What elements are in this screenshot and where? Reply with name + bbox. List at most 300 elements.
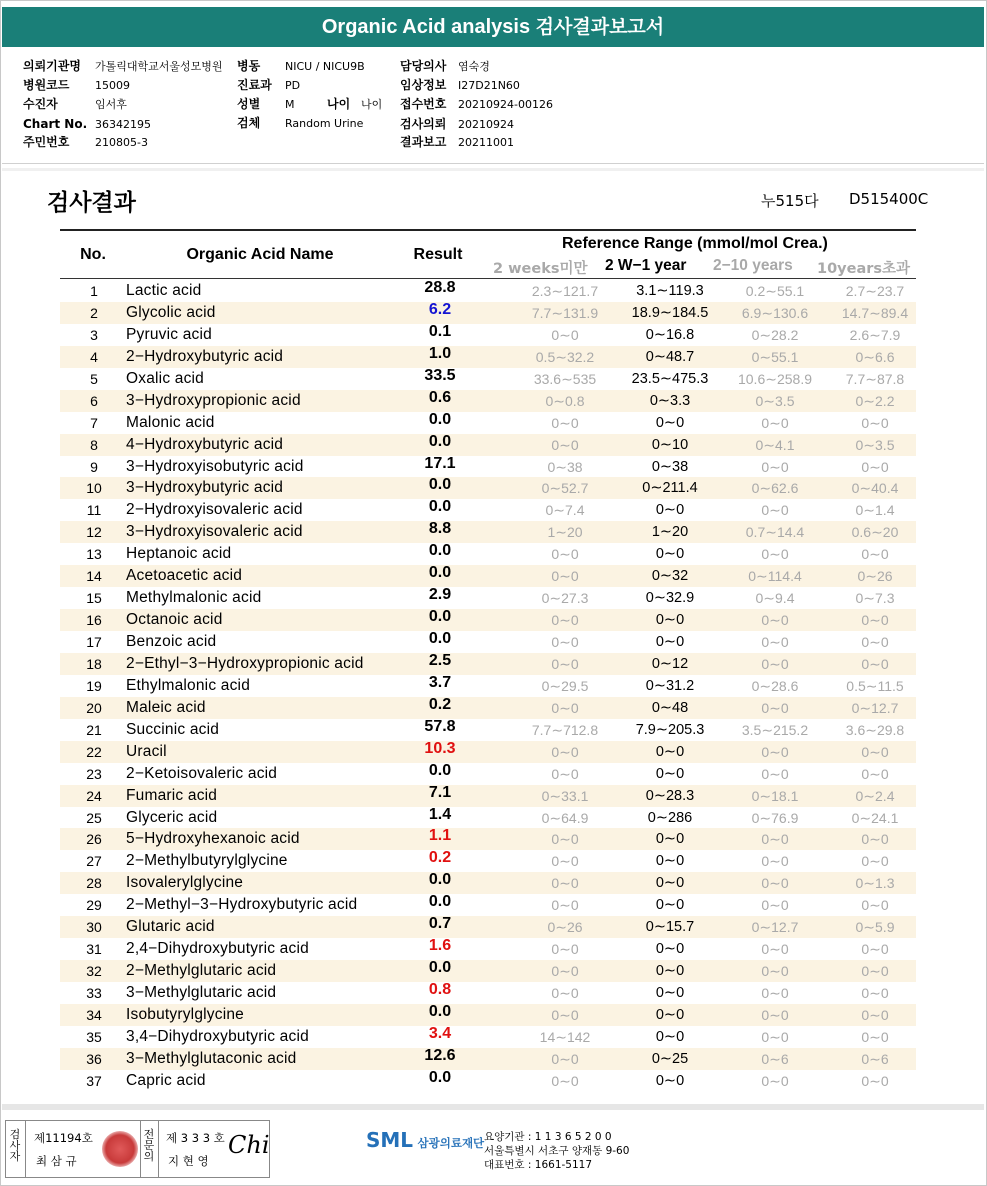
- row-ref-2-10y: 0∼0: [761, 963, 789, 980]
- row-ref-2w-1y: 18.9∼184.5: [631, 304, 709, 321]
- footer-divider: [2, 1104, 984, 1110]
- row-ref-2weeks: 0∼0: [551, 963, 579, 980]
- row-acid-name: 2,4−Dihydroxybutyric acid: [126, 940, 309, 958]
- row-ref-2weeks: 0∼0: [551, 568, 579, 585]
- row-acid-name: 2−Ethyl−3−Hydroxypropionic acid: [126, 654, 364, 672]
- header-value: 20211001: [458, 136, 514, 149]
- row-no: 1: [90, 283, 98, 299]
- table-top-rule: [60, 229, 916, 231]
- row-acid-name: 4−Hydroxybutyric acid: [126, 435, 284, 453]
- specialist-label-text: 전 문 의: [143, 1128, 155, 1163]
- row-result: 3.4: [428, 1024, 452, 1042]
- row-ref-2w-1y: 0∼15.7: [645, 919, 695, 936]
- header-row: [237, 76, 397, 95]
- row-result: 0.0: [428, 564, 452, 582]
- row-acid-name: 2−Methyl−3−Hydroxybutyric acid: [126, 896, 358, 914]
- row-no: 7: [90, 414, 98, 431]
- row-ref-10y: 3.6∼29.8: [845, 721, 905, 738]
- row-ref-2-10y: 0∼12.7: [751, 919, 799, 936]
- row-acid-name: Ethylmalonic acid: [126, 676, 251, 694]
- header-row: [237, 57, 397, 76]
- row-ref-2w-1y: 0∼16.8: [645, 326, 695, 343]
- row-no: 18: [86, 655, 102, 672]
- row-ref-10y: 0∼0: [861, 831, 889, 848]
- header-row: [400, 133, 600, 152]
- header-row: [23, 133, 223, 152]
- row-result: 10.3: [424, 739, 456, 757]
- test-code-kr: 누515다: [761, 192, 819, 210]
- row-no: 28: [86, 875, 102, 892]
- row-ref-10y: 0∼0: [861, 655, 889, 672]
- inspector-label: [8, 1129, 22, 1162]
- row-ref-2weeks: 0∼0: [551, 1006, 579, 1023]
- row-no: 26: [86, 831, 102, 848]
- row-ref-2-10y: 0∼114.4: [748, 568, 802, 585]
- row-ref-2weeks: 0∼29.5: [541, 677, 589, 694]
- row-no: 34: [86, 1006, 102, 1023]
- row-result: 3.7: [428, 673, 452, 691]
- row-result: 0.2: [428, 695, 452, 713]
- header-label: 주민번호: [23, 135, 70, 149]
- row-result: 0.0: [428, 498, 452, 516]
- row-result: 7.1: [428, 783, 452, 801]
- row-ref-2weeks: 0∼64.9: [541, 809, 589, 826]
- row-no: 3: [90, 326, 98, 343]
- row-ref-2-10y: 0∼0: [761, 897, 789, 914]
- row-result: 0.1: [428, 322, 452, 340]
- row-ref-10y: 0∼0: [861, 941, 889, 958]
- header-row: [400, 76, 600, 95]
- header-row: [400, 57, 600, 76]
- row-ref-2-10y: 0∼55.1: [751, 348, 799, 365]
- row-no: 6: [90, 392, 98, 409]
- row-no: 17: [86, 634, 102, 650]
- row-result: 0.0: [428, 410, 452, 428]
- row-ref-10y: 0∼1.4: [855, 502, 895, 519]
- row-acid-name: 2−Methylbutyrylglycine: [126, 852, 288, 870]
- row-ref-2weeks: 0∼0: [551, 634, 579, 650]
- row-acid-name: Isobutyrylglycine: [126, 1005, 244, 1023]
- table-row: [60, 1070, 916, 1092]
- report-title-en: Organic Acid analysis: [321, 16, 531, 38]
- logo-mark: SML: [366, 1128, 414, 1152]
- row-ref-2-10y: 0.2∼55.1: [745, 283, 805, 299]
- row-no: 31: [86, 941, 102, 958]
- row-ref-2w-1y: 0∼0: [655, 743, 685, 760]
- row-no: 5: [90, 370, 98, 387]
- row-ref-2w-1y: 0∼0: [655, 1072, 685, 1089]
- header-label: 의뢰기관명: [23, 59, 81, 73]
- row-no: 22: [86, 743, 102, 760]
- lab-logo: [366, 1128, 484, 1152]
- row-ref-2w-1y: 0∼286: [647, 809, 693, 826]
- signature-box: [5, 1120, 270, 1178]
- row-ref-2w-1y: 0∼0: [655, 897, 685, 914]
- row-result: 2.5: [428, 651, 452, 669]
- row-ref-2-10y: 0∼4.1: [755, 436, 795, 453]
- row-ref-2weeks: 0∼33.1: [541, 787, 589, 804]
- row-ref-2w-1y: 0∼3.3: [649, 392, 691, 409]
- row-ref-2-10y: 0∼0: [761, 634, 789, 650]
- row-no: 11: [86, 502, 102, 519]
- header-row: [23, 76, 223, 95]
- row-ref-2weeks: 0∼0: [551, 897, 579, 914]
- row-ref-2weeks: 0∼0.8: [545, 392, 585, 409]
- row-ref-2-10y: 10.6∼258.9: [737, 370, 812, 387]
- row-ref-2weeks: 7.7∼712.8: [531, 721, 599, 738]
- row-ref-10y: 0∼0: [861, 1028, 889, 1045]
- lab-contact: [484, 1130, 629, 1172]
- row-no: 23: [86, 765, 102, 782]
- row-no: 21: [86, 721, 102, 738]
- row-no: 20: [86, 699, 102, 716]
- header-row: [400, 95, 600, 114]
- row-acid-name: Oxalic acid: [126, 369, 205, 387]
- header-divider: [2, 163, 984, 164]
- row-acid-name: Glutaric acid: [126, 918, 215, 936]
- row-acid-name: 2−Hydroxybutyric acid: [126, 347, 284, 365]
- row-result: 17.1: [424, 454, 456, 472]
- row-acid-name: 3,4−Dihydroxybutyric acid: [126, 1027, 309, 1045]
- row-ref-2w-1y: 0∼0: [655, 1006, 685, 1023]
- row-ref-2-10y: 0∼9.4: [755, 590, 795, 607]
- row-ref-10y: 0∼2.4: [855, 787, 895, 804]
- age-label: 나이: [327, 97, 351, 111]
- row-acid-name: Lactic acid: [126, 282, 202, 299]
- row-ref-10y: 2.6∼7.9: [849, 326, 901, 343]
- test-code: D515400C: [849, 190, 929, 208]
- report-title: [2, 7, 984, 47]
- header-row: [400, 115, 600, 134]
- row-no: 14: [86, 568, 102, 585]
- header-label: 검체: [237, 116, 261, 130]
- inspector-name: 최 삼 규: [36, 1154, 77, 1168]
- row-ref-2weeks: 0∼0: [551, 1050, 579, 1067]
- doctor-signature: Chi: [228, 1131, 270, 1159]
- inspector-label-text: 검 사 자: [9, 1128, 21, 1163]
- row-ref-2w-1y: 1∼20: [651, 524, 689, 541]
- row-ref-2weeks: 33.6∼535: [533, 370, 597, 387]
- row-acid-name: Glyceric acid: [126, 808, 218, 826]
- header-value: 가톨릭대학교서울성모병원: [95, 60, 223, 73]
- row-acid-name: Acetoacetic acid: [126, 567, 243, 585]
- row-ref-2-10y: 0∼0: [761, 743, 789, 760]
- row-ref-2-10y: 0∼0: [761, 612, 789, 629]
- row-ref-10y: 0∼0: [861, 546, 889, 563]
- row-ref-2weeks: 0∼52.7: [541, 480, 589, 497]
- age-value: 나이: [361, 98, 383, 111]
- row-no: 19: [86, 677, 102, 694]
- row-ref-2weeks: 0∼0: [551, 436, 579, 453]
- header-label: 진료과: [237, 78, 272, 92]
- row-acid-name: Heptanoic acid: [126, 545, 232, 563]
- row-ref-10y: 0∼2.2: [855, 392, 895, 409]
- header-row: [23, 115, 223, 134]
- header-label: 검사의뢰: [400, 117, 447, 131]
- row-result: 12.6: [424, 1046, 456, 1064]
- row-result: 0.0: [428, 1068, 452, 1086]
- header-label: Chart No.: [23, 117, 88, 131]
- row-ref-2weeks: 0∼0: [551, 414, 579, 431]
- row-ref-2-10y: 0∼0: [761, 502, 789, 519]
- row-ref-2w-1y: 0∼0: [655, 963, 685, 980]
- row-ref-10y: 0∼0: [861, 414, 889, 431]
- row-ref-10y: 7.7∼87.8: [845, 370, 905, 387]
- results-table-body: [60, 280, 916, 1092]
- row-acid-name: Glycolic acid: [126, 303, 216, 321]
- row-ref-2w-1y: 0∼25: [651, 1050, 689, 1067]
- row-acid-name: 3−Methylglutaric acid: [126, 984, 277, 1001]
- header-label: 병동: [237, 59, 261, 73]
- row-acid-name: 2−Ketoisovaleric acid: [126, 764, 278, 782]
- row-no: 24: [86, 787, 102, 804]
- row-result: 1.0: [428, 344, 452, 362]
- header-label: 임상정보: [400, 78, 447, 92]
- lab-name: 삼광의료재단: [417, 1136, 485, 1150]
- row-no: 15: [86, 590, 102, 607]
- lab-phone: 대표번호 : 1661-5117: [484, 1159, 593, 1171]
- row-acid-name: 3−Hydroxyisovaleric acid: [126, 523, 303, 541]
- row-no: 33: [86, 985, 102, 1001]
- row-no: 32: [86, 963, 102, 980]
- header-label: 병원코드: [23, 78, 70, 92]
- header-value: 210805-3: [95, 136, 148, 149]
- row-ref-2-10y: 0∼0: [761, 1072, 789, 1089]
- row-ref-2-10y: 0∼0: [761, 458, 789, 475]
- row-result: 0.6: [428, 388, 452, 406]
- row-no: 36: [86, 1050, 102, 1067]
- row-ref-2w-1y: 0∼0: [655, 985, 685, 1001]
- row-ref-2-10y: 0∼28.2: [751, 326, 799, 343]
- row-ref-2w-1y: 0∼38: [651, 458, 689, 475]
- header-value: 36342195: [95, 118, 151, 131]
- row-ref-10y: 0∼6.6: [855, 348, 895, 365]
- row-no: 9: [90, 458, 98, 475]
- row-no: 35: [86, 1028, 102, 1045]
- row-acid-name: 2−Methylglutaric acid: [126, 962, 277, 980]
- header-label: 결과보고: [400, 135, 447, 149]
- row-ref-2weeks: 0.5∼32.2: [535, 348, 595, 365]
- row-ref-2weeks: 0∼27.3: [541, 590, 589, 607]
- row-ref-2w-1y: 0∼0: [655, 502, 685, 519]
- row-ref-2weeks: 0∼7.4: [545, 502, 585, 519]
- row-ref-2-10y: 0∼0: [761, 1006, 789, 1023]
- row-ref-10y: 0∼6: [861, 1050, 889, 1067]
- row-no: 25: [86, 809, 102, 826]
- header-label: 성별: [237, 97, 261, 111]
- row-ref-10y: 0∼0: [861, 743, 889, 760]
- row-ref-2w-1y: 0∼28.3: [645, 787, 695, 804]
- row-result: 1.4: [428, 805, 452, 823]
- row-result: 8.8: [428, 520, 452, 538]
- row-ref-2w-1y: 0∼32: [651, 568, 689, 585]
- row-ref-10y: 0∼0: [861, 634, 889, 650]
- row-no: 27: [86, 853, 102, 870]
- row-ref-10y: 0∼0: [861, 853, 889, 870]
- row-acid-name: 3−Methylglutaconic acid: [126, 1049, 297, 1067]
- row-ref-2weeks: 0∼0: [551, 831, 579, 848]
- row-ref-2weeks: 0∼0: [551, 699, 579, 716]
- row-no: 13: [86, 546, 102, 563]
- row-ref-2-10y: 0∼0: [761, 985, 789, 1001]
- row-acid-name: Pyruvic acid: [126, 325, 212, 343]
- row-ref-2w-1y: 0∼32.9: [645, 590, 695, 607]
- header-value: 20210924: [458, 118, 514, 131]
- col-header-2w-1y: 2 W−1 year: [605, 257, 687, 274]
- row-acid-name: Benzoic acid: [126, 633, 217, 650]
- row-ref-10y: 0∼0: [861, 1006, 889, 1023]
- row-result: 1.6: [428, 937, 452, 955]
- row-ref-2weeks: 7.7∼131.9: [531, 304, 599, 321]
- row-acid-name: Succinic acid: [126, 720, 220, 738]
- row-no: 29: [86, 897, 102, 914]
- row-no: 2: [90, 304, 98, 321]
- row-acid-name: 5−Hydroxyhexanoic acid: [126, 830, 300, 848]
- row-acid-name: Octanoic acid: [126, 611, 223, 629]
- header-value: Random Urine: [285, 117, 364, 130]
- row-ref-10y: 0∼0: [861, 897, 889, 914]
- row-ref-2weeks: 0∼0: [551, 546, 579, 563]
- row-result: 0.0: [428, 432, 452, 450]
- header-label: 수진자: [23, 97, 58, 111]
- row-ref-10y: 0∼7.3: [855, 590, 895, 607]
- row-ref-10y: 2.7∼23.7: [845, 283, 905, 299]
- row-ref-2-10y: 0∼0: [761, 765, 789, 782]
- row-ref-2w-1y: 0∼0: [655, 853, 685, 870]
- row-ref-2-10y: 6.9∼130.6: [741, 304, 809, 321]
- row-ref-10y: 0.5∼11.5: [846, 677, 904, 694]
- row-ref-2weeks: 14∼142: [539, 1028, 591, 1045]
- lab-address: 서울특별시 서초구 양재동 9-60: [484, 1145, 630, 1157]
- row-ref-2w-1y: 0∼211.4: [642, 480, 698, 497]
- section-title: 검사결과: [47, 190, 136, 216]
- header-row: [23, 95, 223, 114]
- row-result: 0.0: [428, 608, 452, 626]
- row-result: 0.0: [428, 1002, 452, 1020]
- row-ref-2-10y: 0.7∼14.4: [745, 524, 805, 541]
- row-acid-name: 3−Hydroxypropionic acid: [126, 391, 301, 409]
- row-ref-10y: 0∼0: [861, 765, 889, 782]
- row-ref-10y: 0∼12.7: [851, 699, 899, 716]
- row-ref-2w-1y: 0∼12: [651, 655, 689, 672]
- row-no: 16: [86, 612, 102, 629]
- row-ref-10y: 0∼0: [861, 612, 889, 629]
- row-ref-2w-1y: 0∼0: [655, 546, 685, 563]
- header-label: 담당의사: [400, 59, 447, 73]
- row-ref-2w-1y: 0∼0: [655, 875, 685, 892]
- row-result: 33.5: [424, 366, 456, 384]
- row-ref-2-10y: 0∼62.6: [751, 480, 799, 497]
- row-acid-name: Uracil: [126, 742, 167, 760]
- header-value: 염숙경: [458, 60, 490, 73]
- row-ref-2weeks: 0∼0: [551, 612, 579, 629]
- row-ref-2weeks: 0∼0: [551, 743, 579, 760]
- row-ref-10y: 0.6∼20: [851, 524, 899, 541]
- doctor-name: 지 현 영: [168, 1154, 209, 1168]
- row-ref-2w-1y: 0∼0: [655, 765, 685, 782]
- row-result: 0.0: [428, 630, 452, 647]
- divider: [158, 1121, 159, 1177]
- row-ref-2w-1y: 0∼0: [655, 414, 685, 431]
- row-ref-2w-1y: 23.5∼475.3: [631, 370, 709, 387]
- row-ref-2weeks: 0∼0: [551, 1072, 579, 1089]
- row-ref-2-10y: 0∼28.6: [751, 677, 799, 694]
- row-ref-10y: 0∼5.9: [855, 919, 895, 936]
- row-acid-name: Fumaric acid: [126, 786, 218, 804]
- row-acid-name: Methylmalonic acid: [126, 589, 262, 607]
- header-value: PD: [285, 79, 301, 92]
- row-acid-name: Capric acid: [126, 1071, 206, 1089]
- row-no: 30: [86, 919, 102, 936]
- col-header-2-10y: 2−10 years: [713, 257, 793, 274]
- row-result: 28.8: [424, 279, 456, 296]
- row-result: 0.0: [428, 871, 452, 889]
- row-ref-2-10y: 0∼6: [761, 1050, 789, 1067]
- header-value: 임서후: [95, 98, 127, 111]
- row-ref-10y: 0∼0: [861, 963, 889, 980]
- row-ref-10y: 0∼0: [861, 985, 889, 1001]
- row-ref-2w-1y: 0∼0: [655, 612, 685, 629]
- row-result: 0.0: [428, 959, 452, 977]
- row-ref-10y: 0∼1.3: [855, 875, 895, 892]
- col-header-10y: 10years초과: [817, 261, 911, 277]
- row-acid-name: 3−Hydroxybutyric acid: [126, 479, 284, 497]
- report-title-kr: 검사결과보고서: [535, 16, 665, 38]
- row-result: 6.2: [428, 300, 452, 318]
- seal-stamp: [102, 1131, 138, 1167]
- row-ref-2-10y: 0∼0: [761, 546, 789, 563]
- row-ref-2-10y: 3.5∼215.2: [741, 721, 809, 738]
- row-no: 10: [86, 480, 102, 497]
- row-ref-2-10y: 0∼0: [761, 1028, 789, 1045]
- row-ref-2weeks: 0∼38: [547, 458, 583, 475]
- row-result: 2.9: [428, 586, 452, 604]
- header-label: 접수번호: [400, 97, 447, 111]
- header-value: NICU / NICU9B: [285, 60, 365, 73]
- row-ref-2w-1y: 0∼0: [655, 941, 685, 958]
- row-ref-2weeks: 0∼26: [547, 919, 583, 936]
- row-ref-10y: 0∼0: [861, 1072, 889, 1089]
- row-no: 4: [90, 348, 98, 365]
- divider: [25, 1121, 26, 1177]
- row-result: 0.8: [428, 981, 452, 998]
- row-ref-2-10y: 0∼0: [761, 414, 789, 431]
- care-code: 요양기관 : 1 1 3 6 5 2 0 0: [484, 1131, 612, 1143]
- row-ref-2-10y: 0∼0: [761, 699, 789, 716]
- col-header-2weeks: 2 weeks미만: [493, 261, 588, 277]
- header-value: M: [285, 98, 295, 111]
- row-ref-2-10y: 0∼3.5: [755, 392, 795, 409]
- row-acid-name: 3−Hydroxyisobutyric acid: [126, 457, 304, 475]
- row-ref-10y: 0∼3.5: [855, 436, 895, 453]
- row-result: 0.7: [428, 915, 452, 933]
- row-ref-2-10y: 0∼0: [761, 853, 789, 870]
- header-value: 15009: [95, 79, 130, 92]
- row-ref-2w-1y: 0∼10: [651, 436, 689, 453]
- col-header-no: No.: [80, 246, 106, 263]
- row-ref-2w-1y: 0∼48.7: [645, 348, 695, 365]
- row-ref-2w-1y: 7.9∼205.3: [635, 721, 705, 738]
- row-no: 8: [90, 436, 98, 453]
- row-no: 12: [86, 524, 102, 541]
- row-ref-2w-1y: 0∼0: [655, 1028, 685, 1045]
- row-ref-2w-1y: 0∼31.2: [645, 677, 695, 694]
- row-ref-2w-1y: 3.1∼119.3: [636, 283, 704, 299]
- row-ref-2-10y: 0∼0: [761, 875, 789, 892]
- row-ref-2weeks: 0∼0: [551, 655, 579, 672]
- row-ref-2weeks: 0∼0: [551, 985, 579, 1001]
- row-ref-10y: 14.7∼89.4: [841, 304, 909, 321]
